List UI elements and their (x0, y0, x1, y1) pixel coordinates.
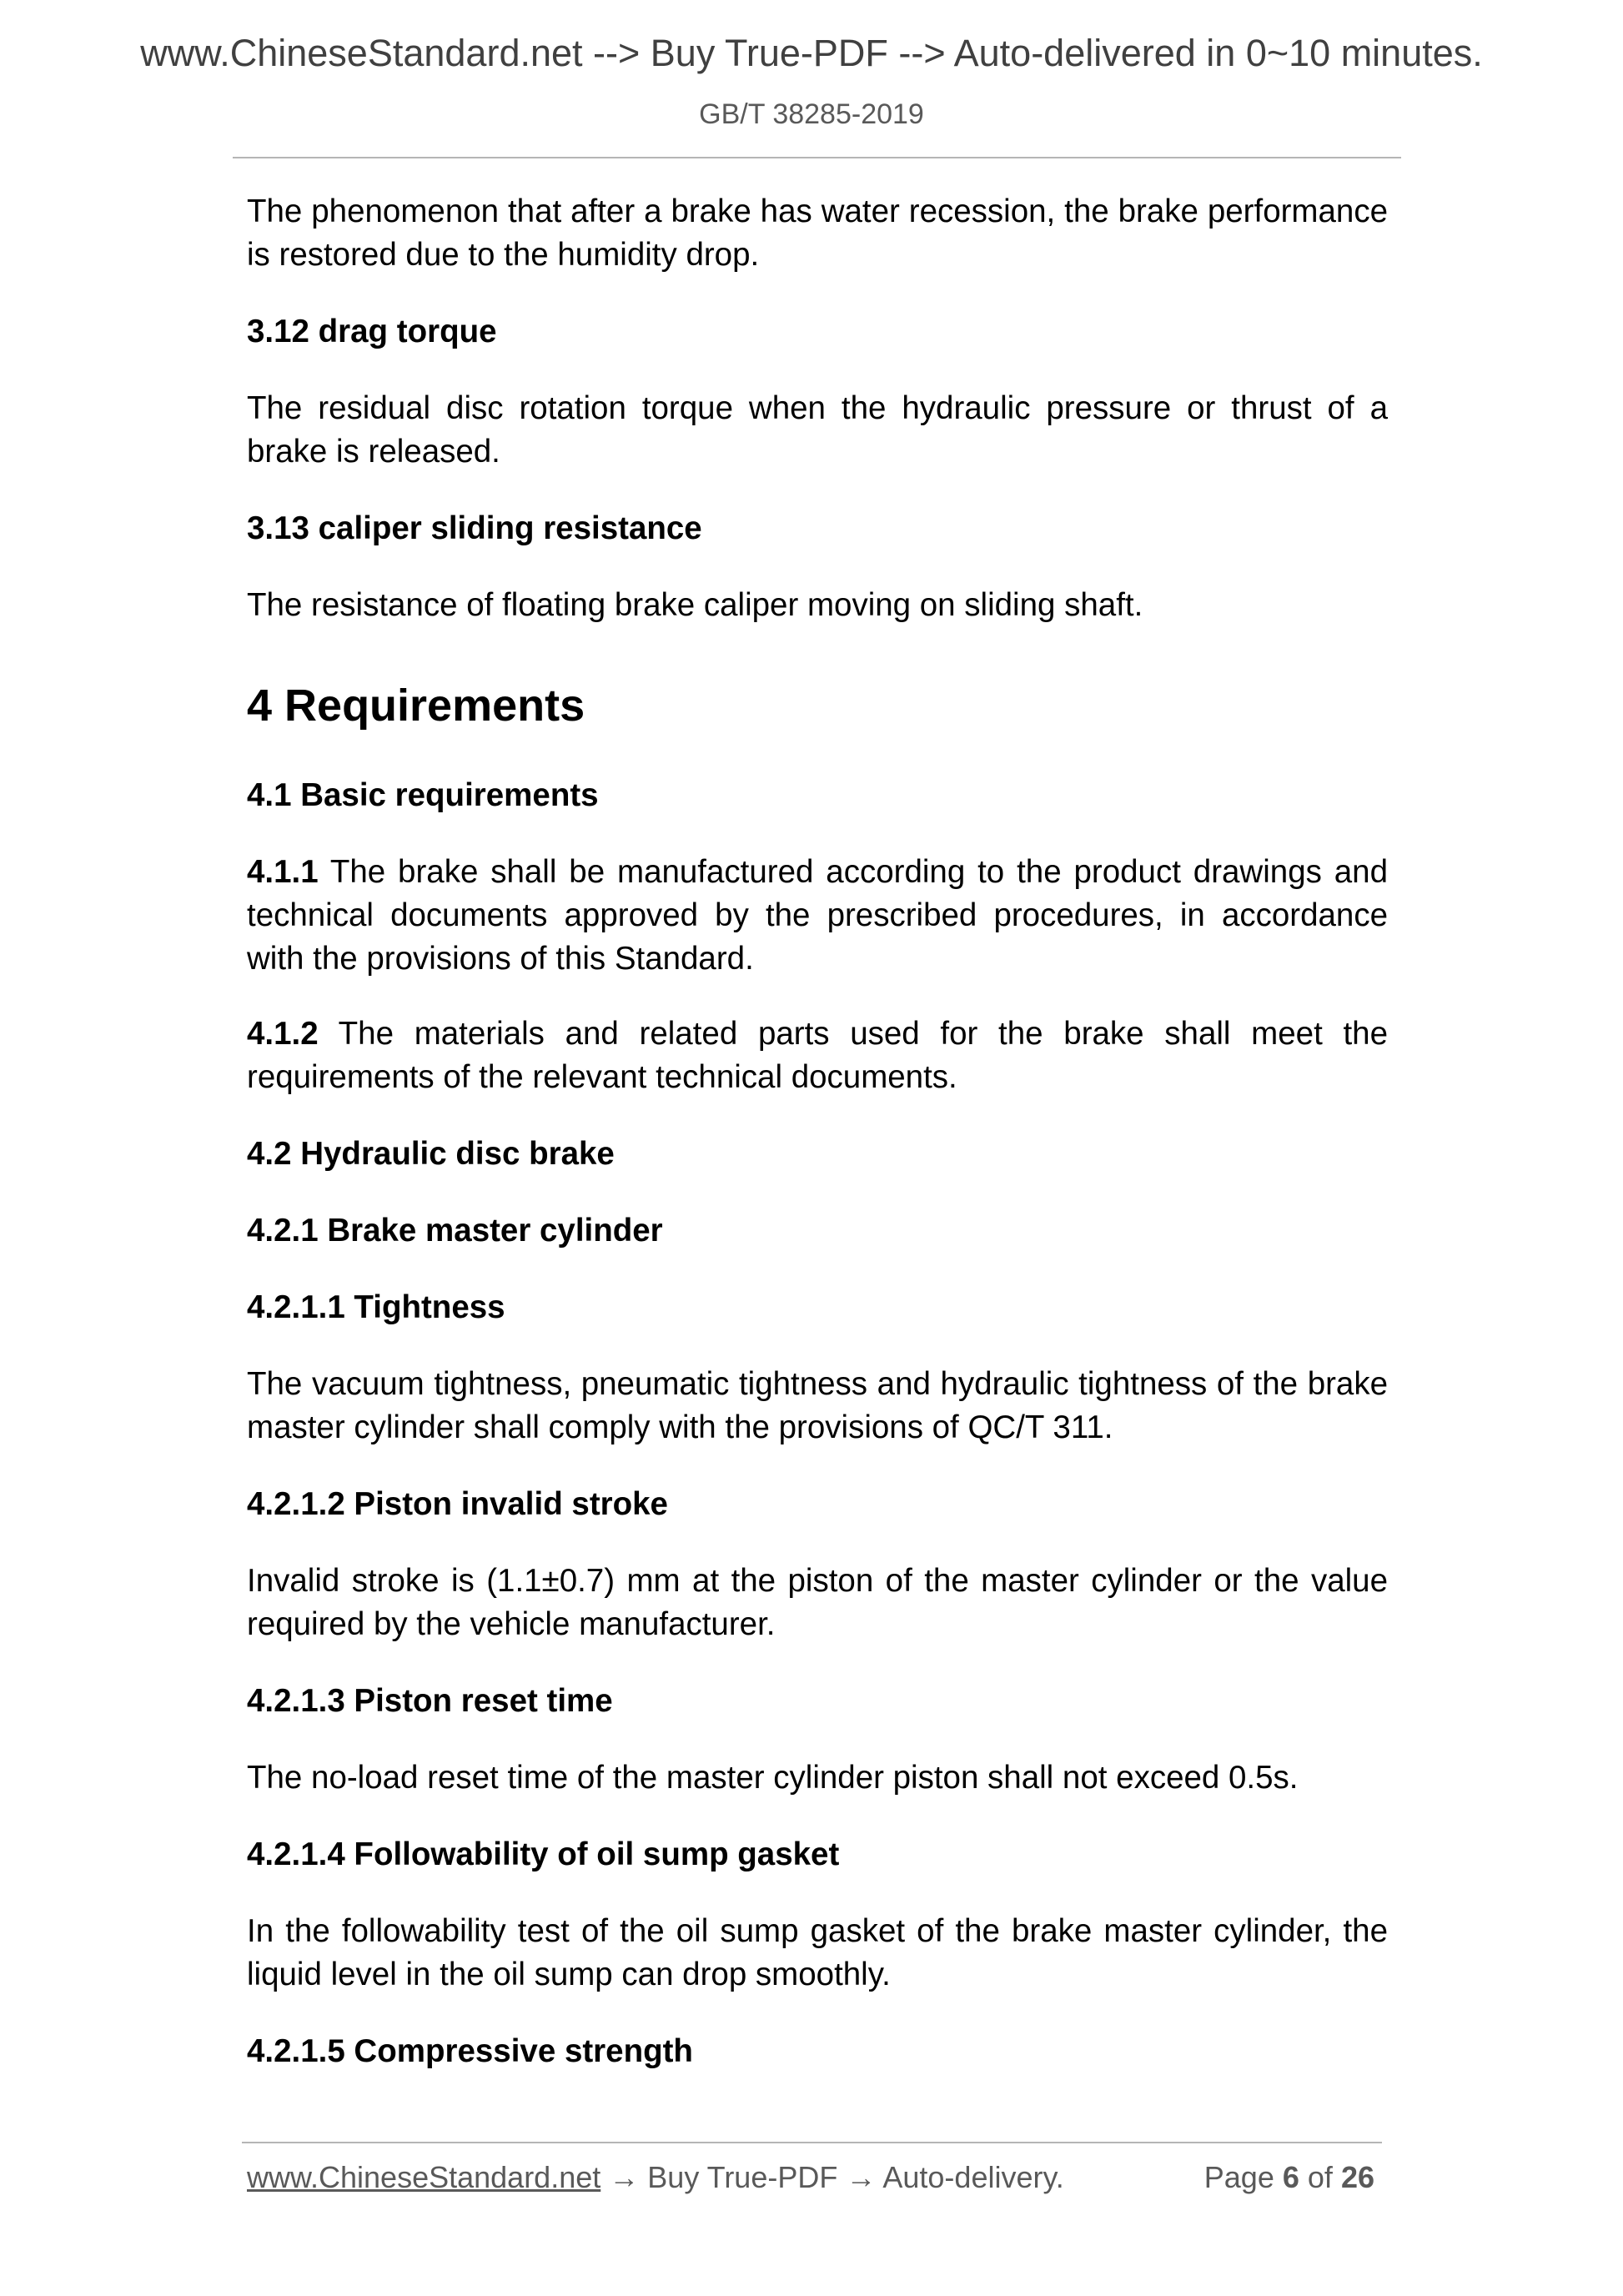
arrow-right-icon: → (609, 2160, 640, 2194)
footer-auto-text: Auto-delivery. (882, 2160, 1064, 2194)
section-4-heading: 4 Requirements (247, 681, 585, 731)
section-4-2-1-2-heading: 4.2.1.2 Piston invalid stroke (247, 1486, 668, 1522)
section-4-2-1-4-heading: 4.2.1.4 Followability of oil sump gasket (247, 1836, 840, 1872)
intro-paragraph: The phenomenon that after a brake has water recession, the brake performance is restored due to the humidity drop. (247, 193, 1388, 273)
footer-site-link[interactable]: www.ChineseStandard.net (247, 2160, 601, 2194)
section-4-2-1-3-heading: 4.2.1.3 Piston reset time (247, 1683, 613, 1719)
page-indicator (1204, 2160, 1374, 2195)
arrow-right-icon: → (846, 2160, 877, 2194)
section-4-2-1-5-heading: 4.2.1.5 Compressive strength (247, 2033, 693, 2069)
page-body (247, 190, 1388, 2073)
section-4-2-1-1-heading: 4.2.1.1 Tightness (247, 1289, 505, 1325)
clause-4-1-1-number: 4.1.1 (247, 854, 319, 890)
term-3-12-definition: The residual disc rotation torque when the hydraulic pressure or thrust of a brake is released. (247, 390, 1388, 470)
term-3-13-definition: The resistance of floating brake caliper moving on sliding shaft. (247, 587, 1143, 623)
section-4-1-heading: 4.1 Basic requirements (247, 777, 599, 813)
term-3-12-heading: 3.12 drag torque (247, 314, 497, 349)
page-footer (247, 2160, 1374, 2197)
section-4-2-1-2-text: Invalid stroke is (1.1±0.7) mm at the piston of the master cylinder or the value required by the vehicle manufacturer. (247, 1563, 1388, 1642)
footer-promo (247, 2160, 1064, 2195)
section-4-2-heading: 4.2 Hydraulic disc brake (247, 1136, 615, 1172)
term-3-13-heading: 3.13 caliper sliding resistance (247, 510, 702, 546)
clause-4-1-2 (247, 1012, 1388, 1099)
section-4-2-1-1-text: The vacuum tightness, pneumatic tightness and hydraulic tightness of the brake master cylinder shall comply with the provisions of QC/T 311. (247, 1366, 1388, 1445)
clause-4-1-1-text: The brake shall be manufactured according to the product drawings and technical documents approved by the prescribed procedures, in accordance with the provisions of this Standard. (247, 854, 1388, 977)
page-label: Page (1203, 2160, 1274, 2194)
page-total: 26 (1340, 2160, 1374, 2194)
footer-divider (242, 2142, 1382, 2143)
footer-buy-text: Buy True-PDF (647, 2160, 838, 2194)
clause-4-1-2-text: The materials and related parts used for the brake shall meet the requirements of the relevant technical documents. (247, 1016, 1388, 1095)
document-number: GB/T 38285-2019 (699, 98, 924, 130)
of-label: of (1307, 2160, 1333, 2194)
section-4-2-1-heading: 4.2.1 Brake master cylinder (247, 1213, 663, 1248)
section-4-2-1-4-text: In the followability test of the oil sump gasket of the brake master cylinder, the liquid level in the oil sump can drop smoothly. (247, 1913, 1388, 1992)
clause-4-1-2-number: 4.1.2 (247, 1016, 319, 1052)
clause-4-1-1 (247, 851, 1388, 981)
section-4-2-1-3-text: The no-load reset time of the master cylinder piston shall not exceed 0.5s. (247, 1760, 1299, 1796)
page-number: 6 (1282, 2160, 1299, 2194)
site-banner: www.ChineseStandard.net --> Buy True-PDF --> Auto-delivered in 0~10 minutes. (140, 32, 1483, 74)
header-divider (233, 157, 1401, 158)
